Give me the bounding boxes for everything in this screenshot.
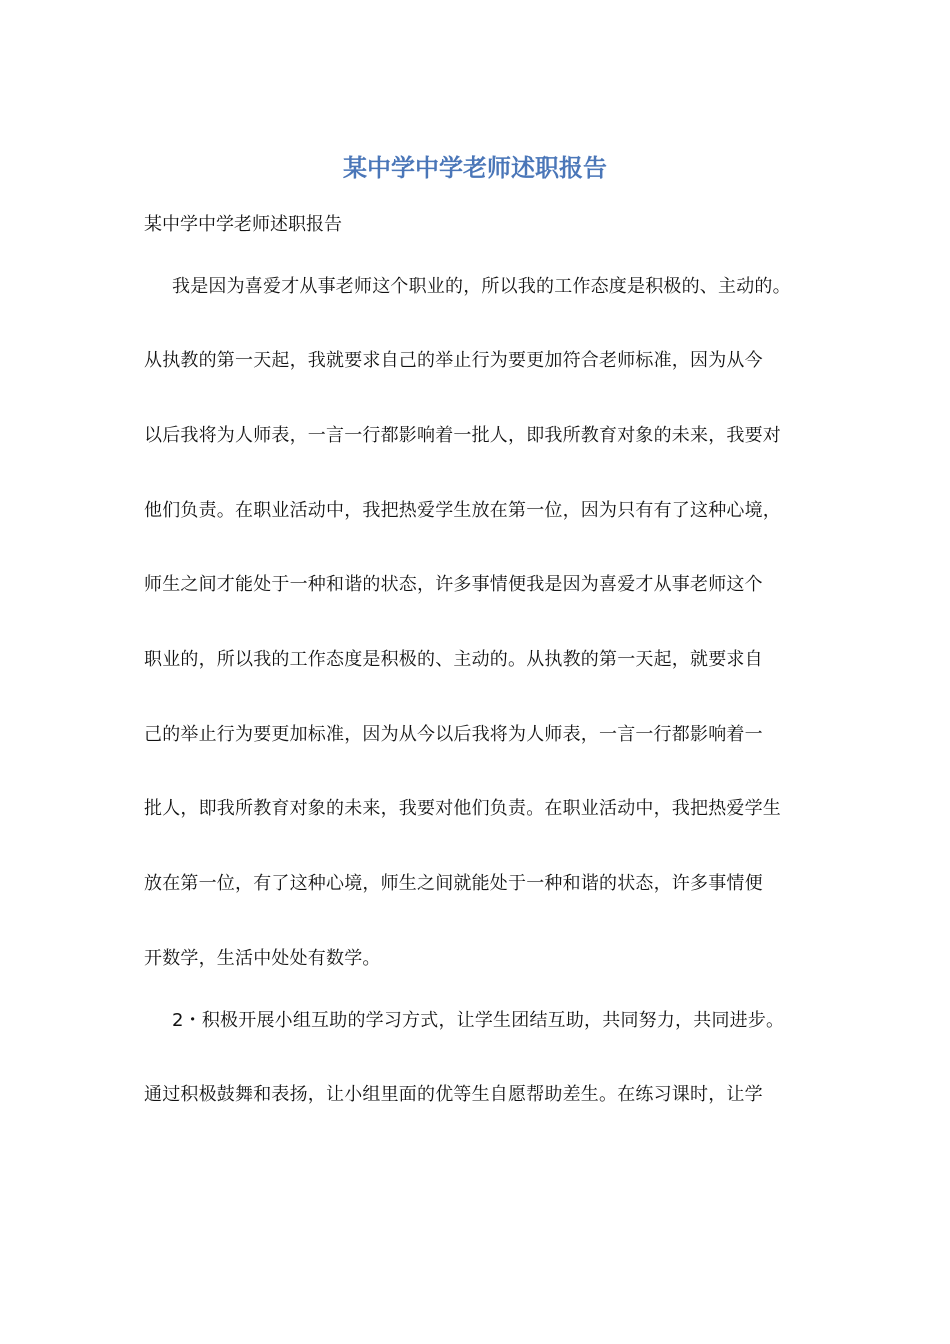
document-subtitle: 某中学中学老师述职报告 <box>144 214 342 235</box>
paragraph-line: 开数学，生活中处处有数学。 <box>144 948 381 969</box>
paragraph-line: 放在第一位，有了这种心境，师生之间就能处于一种和谐的状态，许多事情便 <box>144 873 763 894</box>
paragraph-line: 职业的，所以我的工作态度是积极的、主动的。从执教的第一天起，就要求自 <box>144 649 763 670</box>
paragraph-line: 从执教的第一天起，我就要求自己的举止行为要更加符合老师标准，因为从今 <box>144 350 763 371</box>
paragraph-line: 以后我将为人师表，一言一行都影响着一批人，即我所教育对象的未来，我要对 <box>144 425 781 446</box>
paragraph-line: 他们负责。在职业活动中，我把热爱学生放在第一位，因为只有有了这种心境， <box>144 500 781 521</box>
numbered-paragraph-line: 2・积极开展小组互助的学习方式，让学生团结互助，共同努力，共同进步。 <box>172 1010 785 1031</box>
document-title: 某中学中学老师述职报告 <box>343 153 607 182</box>
paragraph-line: 师生之间才能处于一种和谐的状态，许多事情便我是因为喜爱才从事老师这个 <box>144 574 763 595</box>
paragraph-line: 通过积极鼓舞和表扬，让小组里面的优等生自愿帮助差生。在练习课时，让学 <box>144 1084 763 1105</box>
paragraph-line: 我是因为喜爱才从事老师这个职业的，所以我的工作态度是积极的、主动的。 <box>172 276 791 297</box>
paragraph-line: 己的举止行为要更加标准，因为从今以后我将为人师表，一言一行都影响着一 <box>144 724 763 745</box>
paragraph-line: 批人，即我所教育对象的未来，我要对他们负责。在职业活动中，我把热爱学生 <box>144 798 781 819</box>
